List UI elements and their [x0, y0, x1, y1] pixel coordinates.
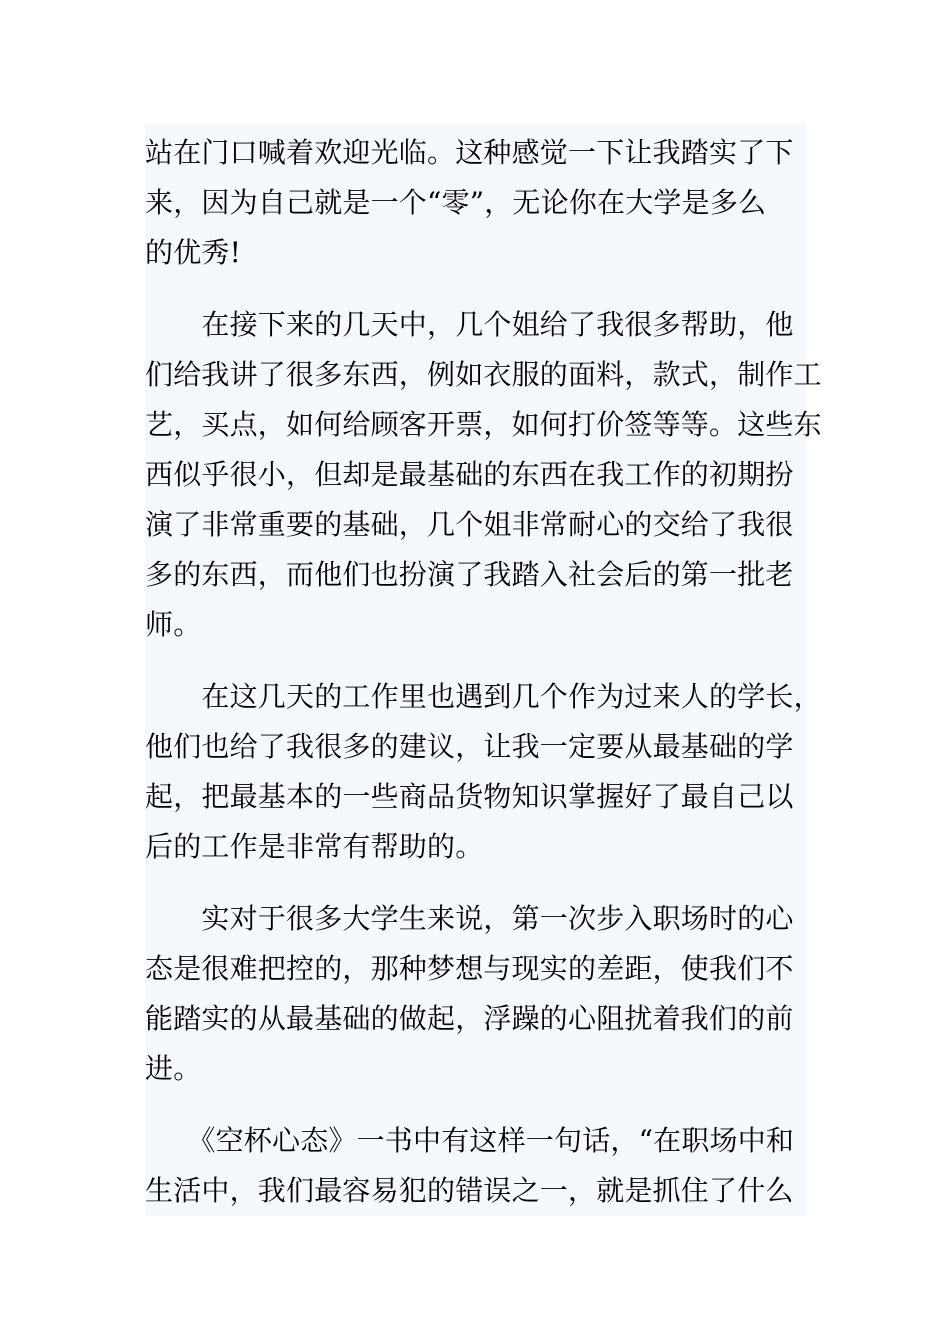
text-line: 师。: [145, 608, 202, 641]
paragraph-1: [145, 128, 825, 278]
text-line: 在这几天的工作里也遇到几个作为过来人的学长，: [145, 680, 822, 713]
text-line: 西似乎很小，但却是最基础的东西在我工作的初期扮: [145, 458, 794, 491]
text-highlight-block: [145, 124, 822, 1216]
text-line: 《空杯心态》一书中有这样一句话，“在职场中和: [145, 1124, 795, 1157]
paragraph-5: [145, 1116, 825, 1216]
text-line: 进。: [145, 1052, 202, 1085]
text-line: 后的工作是非常有帮助的。: [145, 830, 484, 863]
paragraph-3: [145, 672, 825, 872]
text-line: 实对于很多大学生来说，第一次步入职场时的心: [145, 902, 794, 935]
text-line: 们给我讲了很多东西，例如衣服的面料，款式，制作工: [145, 358, 822, 391]
text-line: 在接下来的几天中，几个姐给了我很多帮助，他: [145, 308, 794, 341]
text-line: 能踏实的从最基础的做起，浮躁的心阻扰着我们的前: [145, 1002, 794, 1035]
text-line: 他们也给了我很多的建议，让我一定要从最基础的学: [145, 730, 794, 763]
text-line: 站在门口喊着欢迎光临。这种感觉一下让我踏实了下: [145, 136, 794, 169]
text-line: 态是很难把控的，那种梦想与现实的差距，使我们不: [145, 952, 794, 985]
text-line: 来，因为自己就是一个“零”，无论你在大学是多么: [145, 186, 767, 219]
paragraph-4: [145, 894, 825, 1094]
text-line: 起，把最基本的一些商品货物知识掌握好了最自己以: [145, 780, 794, 813]
text-line: 生活中，我们最容易犯的错误之一，就是抓住了什么: [145, 1174, 794, 1207]
text-line: 多的东西，而他们也扮演了我踏入社会后的第一批老: [145, 558, 794, 591]
text-line: 演了非常重要的基础，几个姐非常耐心的交给了我很: [145, 508, 794, 541]
text-line: 的优秀!: [145, 236, 242, 269]
paragraph-2: [145, 300, 825, 650]
text-line: 艺，买点，如何给顾客开票，如何打价签等等。这些东: [145, 408, 822, 441]
